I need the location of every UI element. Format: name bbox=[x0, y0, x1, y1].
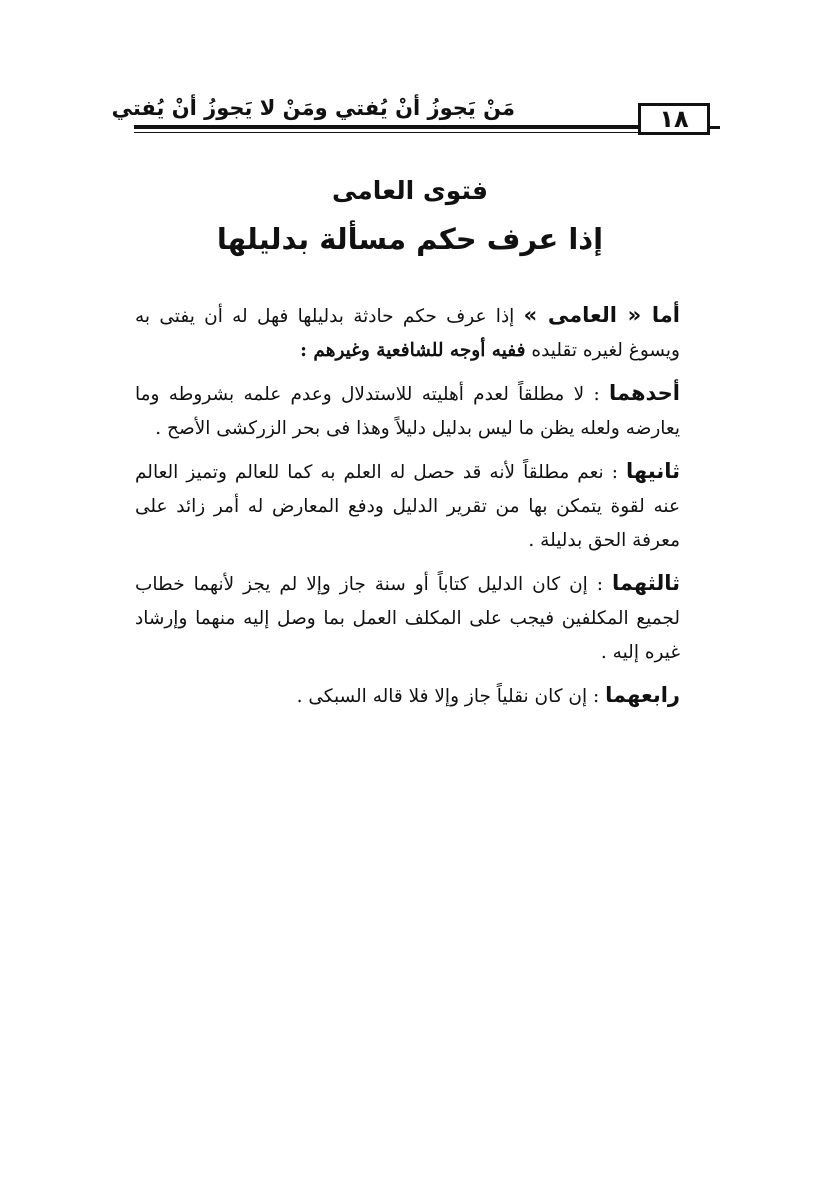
paragraph-text: : إن كان الدليل كتاباً أو سنة جاز وإلا لم يجز لأنهما خطاب لجميع المكلفين فيجب على المكلف العمل بما وصل إليه منهما وإرشاد غيره إليه . bbox=[135, 574, 680, 663]
paragraph-second-view bbox=[135, 454, 680, 558]
paragraph-text: إذا عرف حكم حادثة بدليلها فهل له أن يفتى به ويسوغ لغيره تقليده bbox=[135, 306, 680, 361]
page-number: ١٨ bbox=[638, 103, 710, 135]
header-rule-thin bbox=[134, 132, 638, 133]
paragraph-text: : إن كان نقلياً جاز وإلا فلا قاله السبكى . bbox=[296, 686, 606, 707]
paragraph-text: : نعم مطلقاً لأنه قد حصل له العلم به كما للعالم وتميز العالم عنه لقوة يتمكن بها من تقرير الدليل ودفع المعارض له أمر زائد على معرفة الحق بدليلة . bbox=[135, 462, 680, 551]
section-subtitle: إذا عرف حكم مسألة بدليلها bbox=[216, 222, 604, 256]
paragraph-lead: أحدهما bbox=[609, 381, 680, 405]
running-title: مَنْ يَجوزُ أنْ يُفتي ومَنْ لا يَجوزُ أنْ يُفتي bbox=[111, 96, 515, 120]
paragraph-third-view bbox=[135, 566, 680, 670]
header-rule-thick bbox=[134, 125, 638, 129]
paragraph-lead: ثانيها bbox=[626, 459, 680, 483]
paragraph-fourth-view bbox=[135, 678, 680, 714]
paragraph-first-view bbox=[135, 376, 680, 446]
body-text bbox=[135, 298, 680, 722]
paragraph-lead: أما « العامى » bbox=[523, 303, 680, 327]
section-title: فتوى العامى bbox=[331, 176, 489, 205]
running-header bbox=[111, 90, 720, 150]
paragraph-text: : لا مطلقاً لعدم أهليته للاستدلال وعدم علمه بشروطه وما يعارضه ولعله يظن ما ليس بدليل دليلاً وهذا فى بحر الزركشى الأصح . bbox=[135, 384, 680, 439]
paragraph-intro bbox=[135, 298, 680, 368]
paragraph-lead: رابعهما bbox=[605, 683, 680, 707]
paragraph-lead: ثالثهما bbox=[611, 571, 680, 595]
paragraph-emphasis: ففيه أوجه للشافعية وغيرهم : bbox=[300, 340, 526, 361]
